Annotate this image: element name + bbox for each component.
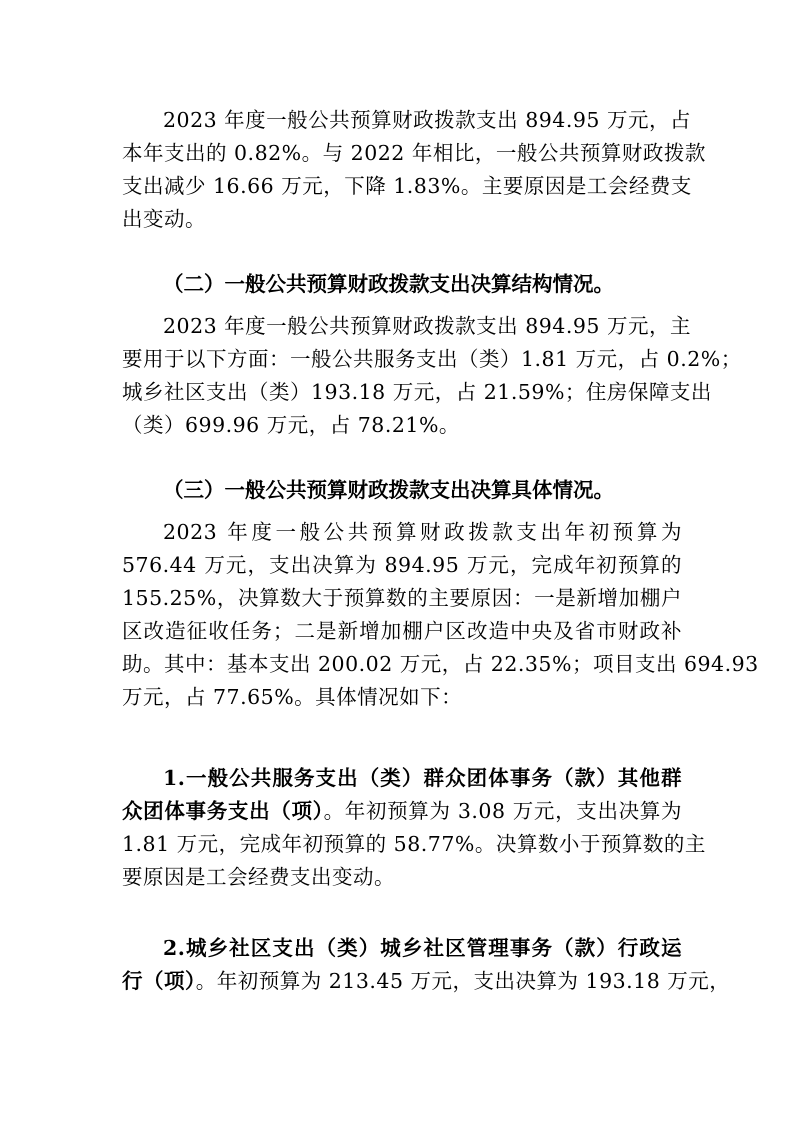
text-line: 要用于以下方面：一般公共服务支出（类）1.81 万元，占 0.2%； [122, 347, 742, 371]
text-line: （类）699.96 万元，占 78.21%。 [122, 413, 460, 437]
item-title: 1.一般公共服务支出（类）群众团体事务（款）其他群 [163, 766, 682, 790]
item-title: 2.城乡社区支出（类）城乡社区管理事务（款）行政运 [163, 936, 682, 960]
text-line: 支出减少 16.66 万元，下降 1.83%。主要原因是工会经费支 [122, 174, 692, 198]
text-line: 万元，占 77.65%。具体情况如下： [122, 685, 463, 709]
item-urban-rural-community [122, 932, 731, 998]
text-line: 2023 年度一般公共预算财政拨款支出年初预算为 [163, 520, 682, 544]
text-line: 助。其中：基本支出 200.02 万元，占 22.35%；项目支出 694.93 [122, 652, 759, 676]
text-line: 区改造征收任务；二是新增加棚户区改造中央及省市财政补 [122, 619, 682, 643]
text-line: 1.81 万元，完成年初预算的 58.77%。决算数小于预算数的主 [122, 832, 706, 856]
text-line: 2023 年度一般公共预算财政拨款支出 894.95 万元，主 [163, 314, 691, 338]
item-text: 。年初预算为 3.08 万元，支出决算为 [323, 799, 682, 823]
text-line: 本年支出的 0.82%。与 2022 年相比，一般公共预算财政拨款 [122, 141, 706, 165]
text-line: 155.25%，决算数大于预算数的主要原因：一是新增加棚户 [122, 586, 682, 610]
paragraph-expenditure-structure [122, 310, 742, 442]
text-line: 要原因是工会经费支出变动。 [122, 865, 395, 889]
item-text: 。年初预算为 213.45 万元，支出决算为 193.18 万元， [195, 969, 731, 993]
text-line [122, 932, 682, 965]
text-line [122, 795, 682, 828]
item-title-continued: 行（项） [122, 969, 196, 993]
paragraph-expenditure-details [122, 516, 759, 714]
text-line: 576.44 万元，支出决算为 894.95 万元，完成年初预算的 [122, 553, 682, 577]
text-line: 城乡社区支出（类）193.18 万元，占 21.59%；住房保障支出 [122, 380, 712, 404]
section-heading-structure: （二）一般公共预算财政拨款支出决算结构情况。 [163, 272, 614, 296]
paragraph-expenditure-total [122, 104, 706, 236]
item-general-public-services [122, 762, 706, 894]
text-line: 出变动。 [122, 207, 206, 231]
text-line: 2023 年度一般公共预算财政拨款支出 894.95 万元，占 [163, 108, 691, 132]
section-heading-details: （三）一般公共预算财政拨款支出决算具体情况。 [163, 478, 614, 502]
text-line [122, 965, 731, 998]
text-line [122, 762, 682, 795]
item-title-continued: 众团体事务支出（项） [122, 799, 324, 823]
